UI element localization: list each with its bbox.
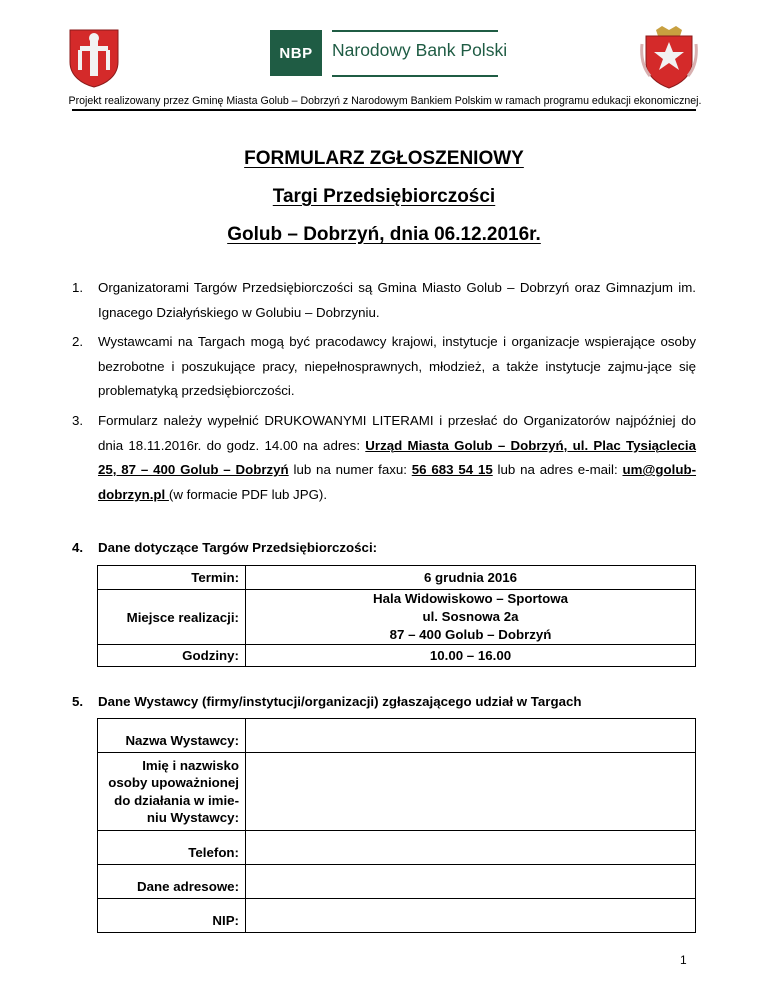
termin-label: Termin: — [98, 566, 246, 590]
telefon-field[interactable] — [246, 831, 696, 865]
nbp-logo-name: Narodowy Bank Polski — [332, 40, 508, 60]
intro-list — [72, 276, 696, 512]
table-row — [98, 753, 696, 831]
table-row — [98, 590, 696, 645]
termin-value: 6 grudnia 2016 — [246, 566, 696, 590]
organizer-address: Urząd Miasta Golub – Dobrzyń, ul. Plac Tysiąclecia 25, 87 – 400 Golub – Dobrzyń — [98, 437, 697, 478]
email-link[interactable]: um@golub-dobrzyn.pl — [98, 462, 697, 502]
table-row — [98, 899, 696, 933]
event-details-table — [97, 565, 696, 667]
project-info-line: Projekt realizowany przez Gminę Miasta Golub – Dobrzyń z Narodowym Bankiem Polskim w ramach programu edukacji ekonomicznej. — [68, 95, 702, 107]
fax-number: 56 683 54 15 — [411, 462, 493, 478]
list-item: 1. Organizatorami Targów Przedsiębiorczości są Gmina Miasto Golub – Dobrzyń oraz Gimnazjum im. Ignacego Działyńskiego w Golubiu – Dobrzyniu. — [72, 280, 696, 320]
nip-field[interactable] — [246, 899, 696, 933]
godziny-label: Godziny: — [98, 645, 246, 667]
miejsce-value: Hala Widowiskowo – Sportowa ul. Sosnowa 2a 87 – 400 Golub – Dobrzyń — [246, 590, 696, 645]
nazwa-label: Nazwa Wystawcy: — [98, 719, 246, 753]
miejsce-label: Miejsce realizacji: — [98, 590, 246, 645]
table-row — [98, 645, 696, 667]
exhibitor-form-table — [97, 718, 696, 933]
event-title: Targi Przedsiębiorczości — [272, 186, 496, 207]
golub-dobrzyn-coat-of-arms-icon — [68, 28, 120, 88]
list-item: 2. Wystawcami na Targach mogą być pracodawcy krajowi, instytucje i organizacje wspierające osoby bezrobotne i poszukujące pracy, niepełnosprawnych, młodzież, a także instytucje zajmu-jące się problematyką przedsiębiorczości. — [72, 334, 696, 399]
table-row — [98, 831, 696, 865]
nbp-logo — [270, 30, 508, 76]
section-5-heading: 5. Dane Wystawcy (firmy/instytucji/organizacji) zgłaszającego udział w Targach — [72, 694, 582, 709]
nip-label: NIP: — [98, 899, 246, 933]
godziny-value: 10.00 – 16.00 — [246, 645, 696, 667]
adres-field[interactable] — [246, 865, 696, 899]
nazwa-field[interactable] — [246, 719, 696, 753]
section-4-heading: 4. Dane dotyczące Targów Przedsiębiorczości: — [72, 540, 378, 555]
county-coat-of-arms-icon — [640, 24, 698, 90]
nbp-logo-mark: NBP — [270, 30, 322, 76]
form-title: FORMULARZ ZGŁOSZENIOWY — [244, 148, 524, 169]
telefon-label: Telefon: — [98, 831, 246, 865]
header-divider — [72, 109, 696, 111]
page-number: 1 — [680, 953, 687, 967]
osoba-label: Imię i nazwisko osoby upoważnionej do działania w imie- niu Wystawcy: — [98, 753, 246, 831]
event-date-title: Golub – Dobrzyń, dnia 06.12.2016r. — [227, 224, 541, 245]
list-item: 3. Formularz należy wypełnić DRUKOWANYMI LITERAMI i przesłać do Organizatorów najpóźniej do dnia 18.11.2016r. do godz. 14.00 na adres: Urząd Miasta Golub – Dobrzyń, ul. Plac Tysiąclecia 25, 87 – 400 Golub – Dobrzyń lub na numer faxu: 56 683 54 15 lub na adres e-mail: um@golub-dobrzyn.pl (w formacie PDF lub JPG). — [72, 412, 697, 502]
table-row — [98, 566, 696, 590]
table-row — [98, 865, 696, 899]
adres-label: Dane adresowe: — [98, 865, 246, 899]
osoba-field[interactable] — [246, 753, 696, 831]
table-row — [98, 719, 696, 753]
